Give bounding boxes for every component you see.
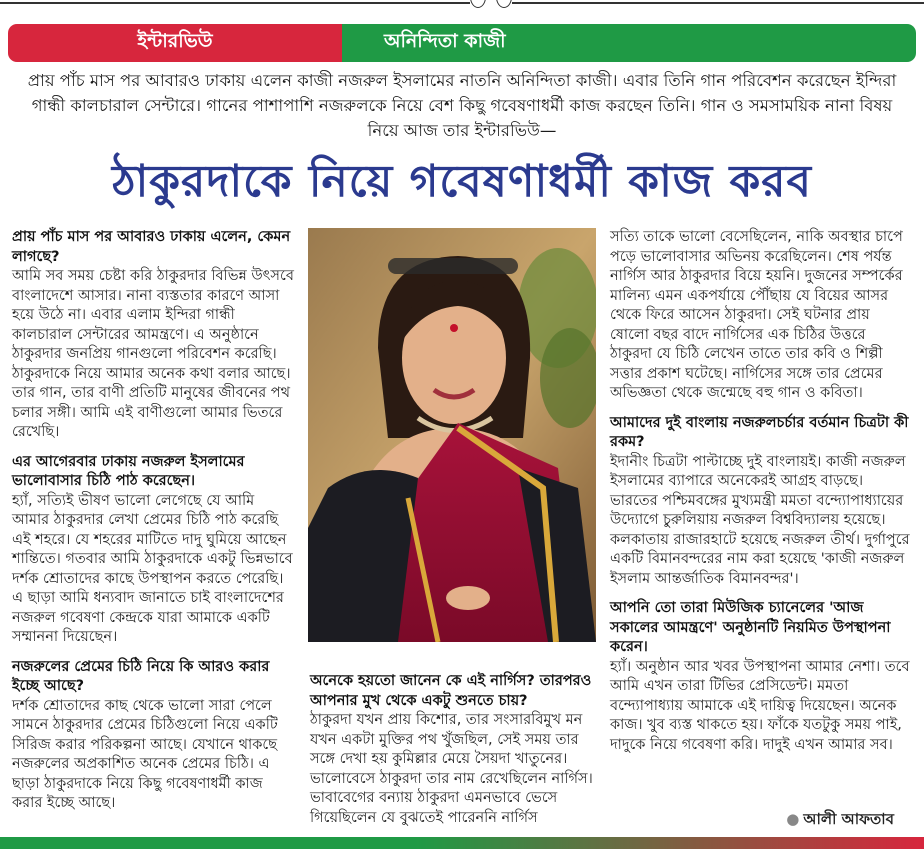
bottom-color-bar — [0, 837, 924, 849]
portrait-illustration — [308, 228, 596, 642]
column-middle — [310, 672, 596, 838]
question: এর আগেরবার ঢাকায় নজরুল ইসলামের ভালোবাসার চিঠি পাঠ করেছেন। — [12, 453, 245, 489]
answer: দর্শক শ্রোতাদের কাছ থেকে ভালো সারা পেলে সামনে ঠাকুরদার প্রেমের চিঠিগুলো নিয়ে একটি সিরিজ করার পরিকল্পনা আছে। যেখানে থাকছে নজরুলের অপ্রকাশিত অনেক প্রেমের চিঠি। এ ছাড়া ঠাকুরদাকে নিয়ে কিছু গবেষণাধর্মী কাজ করার ইচ্ছে আছে। — [12, 697, 278, 811]
answer: আমি সব সময় চেষ্টা করি ঠাকুরদার বিভিন্ন উৎসবে বাংলাদেশে আসার। নানা ব্যস্ততার কারণে আসা হয়ে উঠে না। এবার এলাম ইন্দিরা গান্ধী কালচারাল সেন্টারের আমন্ত্রণে। এ অনুষ্ঠানে ঠাকুরদার জনপ্রিয় গানগুলো পরিবেশন করেছি। ঠাকুরদাকে নিয়ে আমার অনেক কথা বলার আছে। তার গান, তার বাণী প্রতিটি মানুষের জীবনের পথ চলার সঙ্গী। আমি এই বাণীগুলো আমার ভিতরে রেখেছি। — [12, 268, 294, 440]
answer: হ্যাঁ, সত্যিই ভীষণ ভালো লেগেছে যে আমি আমার ঠাকুরদার লেখা প্রেমের চিঠি পাঠ করেছি এই শহরে। যে শহরের মাটিতে দাদু ঘুমিয়ে আছেন শান্তিতে। গতবার আমি ঠাকুরদাকে একটু ভিন্নভাবে দর্শক শ্রোতাদের কাছে উপস্থাপন করতে পেরেছি। এ ছাড়া আমি ধন্যবাদ জানাতে চাই বাংলাদেশের নজরুল গবেষণা কেন্দ্রকে যারা আমাকে একটি সম্মাননা দিয়েছেন। — [12, 492, 293, 645]
answer: ঠাকুরদা যখন প্রায় কিশোর, তার সংসারবিমুখ মন যখন একটা মুক্তির পথ খুঁজছিল, সেই সময় তার সঙ্গে দেখা হয় কুমিল্লার মেয়ে সৈয়দা খাতুনের। ভালোবেসে ঠাকুরদা তার নাম রেখেছিলেন নার্গিস। ভাবাবেগের বন্যায় ঠাকুরদা এমনভাবে ভেসে গিয়েছিলেন যে বুঝতেই পারেননি নার্গিস — [310, 712, 593, 826]
question: অনেকে হয়তো জানেন কে এই নার্গিস? তারপরও আপনার মুখ থেকে একটু শুনতে চায়? — [310, 673, 592, 709]
guest-name: অনিন্দিতা কাজী — [342, 24, 916, 62]
answer: হ্যাঁ। অনুষ্ঠান আর খবর উপস্থাপনা আমার নেশা। তবে আমি এখন তারা টিভির প্রেসিডেন্ট। মমতা বন্দ্যোপাধ্যায় আমাকে এই দায়িত্ব দিয়েছেন। অনেক কাজ। খুব ব্যস্ত থাকতে হয়। ফাঁকে যতটুকু সময় পাই, দাদুকে নিয়ে গবেষণা করি। দাদুই এখন আমার সব। — [610, 658, 910, 753]
answer-continued: সত্যি তাকে ভালো বেসেছিলেন, নাকি অবস্থার চাপে পড়ে ভালোবাসার অভিনয় করেছিলেন। শেষ পর্যন্ত নার্গিস আর ঠাকুরদার বিয়ে হয়নি। দুজনের সম্পর্কের মালিন্য এমন একপর্যায়ে পৌঁছায় যে বিয়ের আসর থেকে ফিরে আসেন ঠাকুরদা। সেই ঘটনার প্রায় ষোলো বছর বাদে নার্গিসের এক চিঠির উত্তরে ঠাকুরদা যে চিঠি লেখেন তাতে তার কবি ও শিল্পী সত্তার প্রকাশ ঘটেছে। নার্গিসের সঙ্গে তার প্রেমের অভিজ্ঞতা থেকে জন্মেছে বহু গান ও কবিতা। — [610, 229, 903, 401]
question: প্রায় পাঁচ মাস পর আবারও ঢাকায় এলেন, কেমন লাগছে? — [12, 229, 291, 265]
intro-paragraph: প্রায় পাঁচ মাস পর আবারও ঢাকায় এলেন কাজী নজরুল ইসলামের নাতনি অনিন্দিতা কাজী। এবার তিনি গান পরিবেশন করেছেন ইন্দিরা গান্ধী কালচারাল সেন্টারে। গানের পাশাপাশি নজরুলকে নিয়ে বেশ কিছু গবেষণাধর্মী কাজ করছেন তিনি। গান ও সমসাময়িক নানা বিষয় নিয়ে আজ তার ইন্টারভিউ— — [27, 71, 897, 140]
bullet-icon: ● — [786, 810, 800, 828]
section-label: ইন্টারভিউ — [8, 24, 342, 62]
author-name: আলী আফতাব — [803, 810, 894, 828]
question: নজরুলের প্রেমের চিঠি নিয়ে কি আরও করার ইচ্ছে আছে? — [12, 658, 270, 694]
section-banner — [8, 24, 916, 62]
interviewee-photo — [308, 228, 596, 642]
byline — [786, 808, 894, 833]
top-decorative-rule — [0, 0, 924, 12]
column-left — [12, 228, 294, 824]
column-right — [610, 228, 910, 765]
answer: ইদানীং চিত্রটা পাল্টাচ্ছে দুই বাংলায়ই। কাজী নজরুল ইসলামের ব্যাপারে অনেকেরই আগ্রহ বাড়ছে। ভারতের পশ্চিমবঙ্গের মুখ্যমন্ত্রী মমতা বন্দ্যোপাধ্যায়ের উদ্যোগে চুরুলিয়ায় নজরুল বিশ্ববিদ্যালয় হয়েছে। কলকাতায় রাজারহাটে হয়েছে নজরুল তীর্থ। দুর্গাপুরে একটি বিমানবন্দরের নাম করা হয়েছে 'কাজী নজরুল ইসলাম আন্তর্জাতিক বিমানবন্দর'। — [610, 453, 910, 587]
question: আপনি তো তারা মিউজিক চ্যানেলের 'আজ সকালের আমন্ত্রণে' অনুষ্ঠানটি নিয়মিত উপস্থাপনা করেন। — [610, 600, 891, 655]
headline: ঠাকুরদাকে নিয়ে গবেষণাধর্মী কাজ করব — [111, 156, 813, 207]
question: আমাদের দুই বাংলায় নজরুলচর্চার বর্তমান চিত্রটা কী রকম? — [610, 414, 909, 450]
